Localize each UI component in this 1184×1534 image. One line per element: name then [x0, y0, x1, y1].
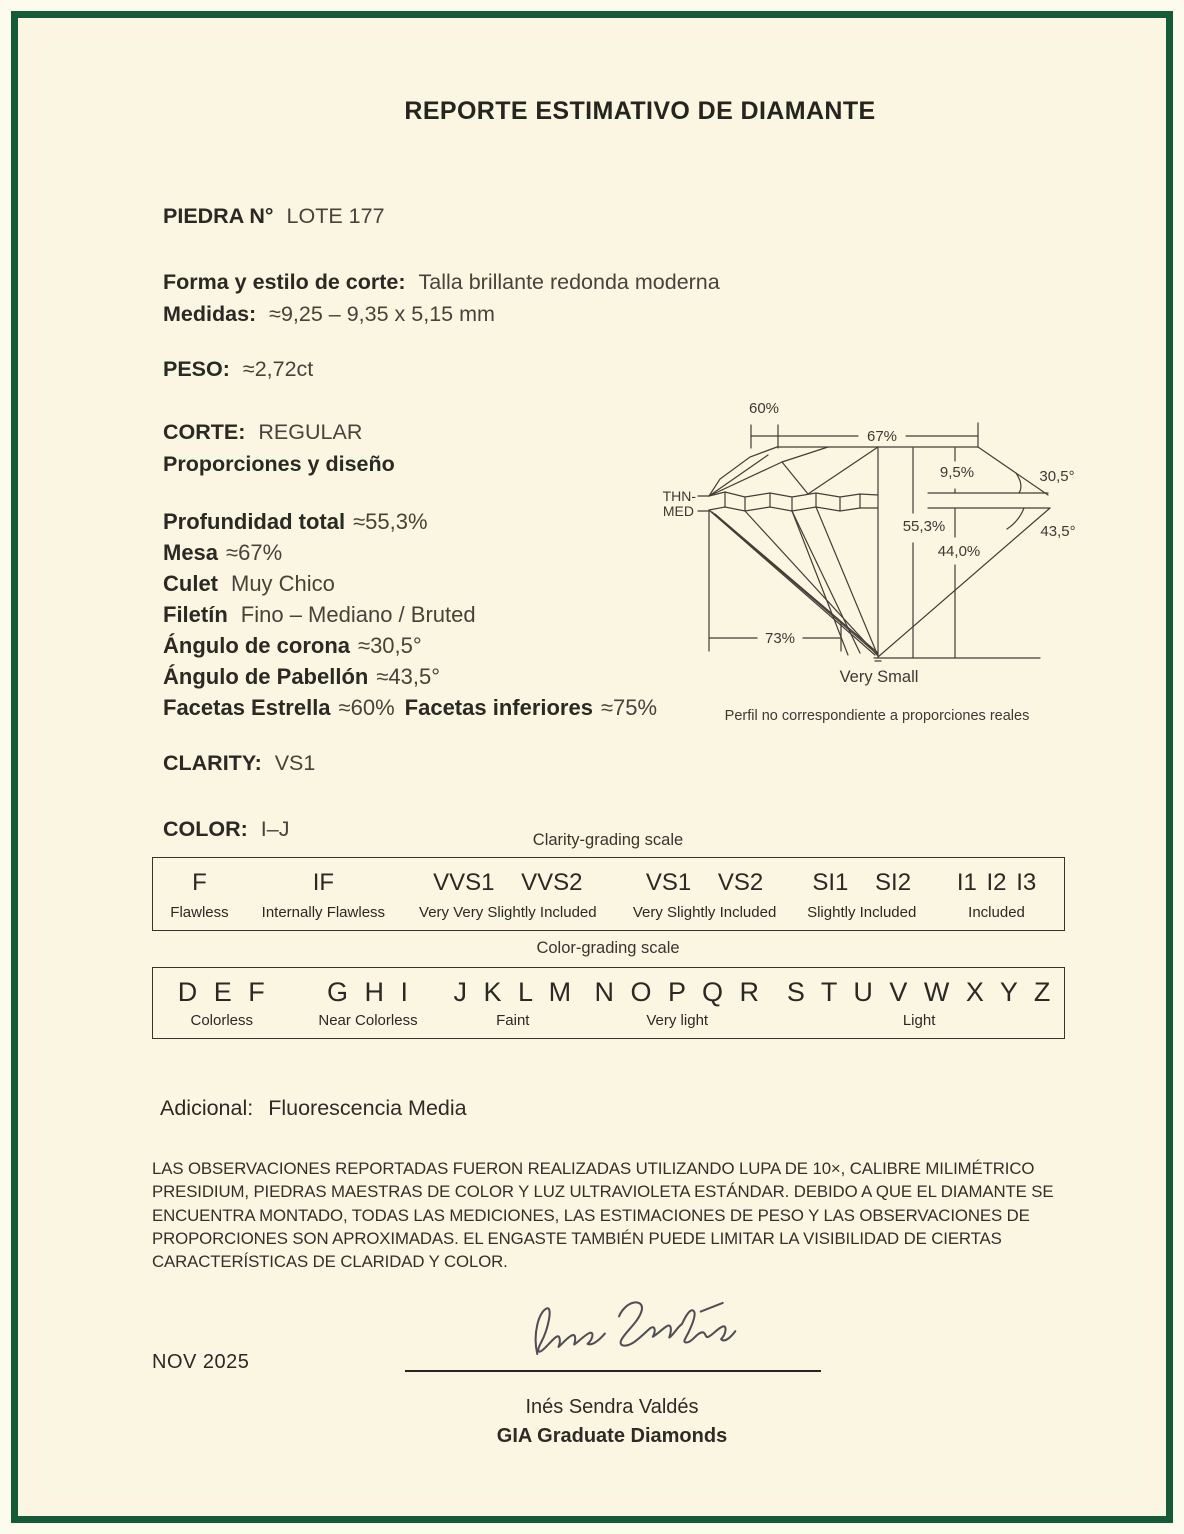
- shape-row: [163, 270, 720, 295]
- diagram-label-crown-height: 9,5%: [939, 464, 975, 481]
- proportion-row: Filetín Fino – Mediano / Bruted: [163, 602, 476, 627]
- clarity-scale-group: F Flawless: [170, 869, 229, 921]
- proportion-row: Profundidad total ≈55,3%: [163, 509, 428, 534]
- color-row: [163, 817, 289, 842]
- clarity-scale-group: SI1 SI2 Slightly Included: [807, 869, 917, 921]
- clarity-label: CLARITY:: [163, 751, 262, 775]
- measurements-value: ≈9,25 – 9,35 x 5,15 mm: [269, 302, 495, 326]
- shape-value: Talla brillante redonda moderna: [418, 270, 720, 294]
- proportion-row: Ángulo de Pabellón ≈43,5°: [163, 664, 441, 689]
- stone-number-label: PIEDRA N°: [163, 204, 274, 228]
- clarity-scale-group: VVS1 VVS2 Very Very Slightly Included: [419, 869, 597, 921]
- diagram-label-girdle-thn: THN-: [662, 488, 696, 504]
- weight-row: [163, 357, 313, 382]
- clarity-value: VS1: [274, 751, 316, 775]
- measurements-label: Medidas:: [163, 302, 257, 326]
- proportion-row: Facetas Estrella ≈60% Facetas inferiores ≈75%: [163, 695, 658, 720]
- diagram-label-girdle-med: MED: [662, 503, 694, 519]
- signature-scribble: [520, 1292, 740, 1372]
- color-scale-group: S T U V W X Y Z Light: [786, 977, 1052, 1029]
- signer-credential: GIA Graduate Diamonds: [496, 1425, 728, 1447]
- clarity-scale-group: VS1 VS2 Very Slightly Included: [632, 869, 777, 921]
- additional-value: Fluorescencia Media: [268, 1096, 467, 1120]
- proportion-row: Mesa ≈67%: [163, 540, 283, 565]
- report-date: NOV 2025: [152, 1351, 250, 1373]
- clarity-row: [163, 751, 315, 776]
- stone-number-row: [163, 204, 385, 229]
- diamond-profile-diagram: [620, 395, 1100, 730]
- weight-label: PESO:: [163, 357, 230, 381]
- proportion-row: Culet Muy Chico: [163, 571, 335, 596]
- measurements-row: [163, 302, 495, 327]
- proportions-heading: Proporciones y diseño: [163, 452, 395, 476]
- weight-value: ≈2,72ct: [242, 357, 314, 381]
- diagram-caption: Perfil no correspondiente a proporciones reales: [724, 708, 1030, 724]
- shape-label: Forma y estilo de corte:: [163, 270, 406, 294]
- signature-line: [405, 1370, 821, 1372]
- color-scale-group: N O P Q R Very light: [594, 977, 760, 1029]
- clarity-scale-title: Clarity-grading scale: [532, 831, 684, 849]
- color-scale-title: Color-grading scale: [536, 939, 680, 957]
- signer-name: Inés Sendra Valdés: [525, 1396, 699, 1418]
- report-title: REPORTE ESTIMATIVO DE DIAMANTE: [404, 97, 876, 125]
- proportion-row: Ángulo de corona ≈30,5°: [163, 633, 422, 658]
- cut-row: [163, 420, 362, 445]
- clarity-scale-group: I1 I2 I3 Included: [956, 869, 1037, 921]
- additional-row: [160, 1096, 467, 1121]
- diagram-label-pavilion-depth: 44,0%: [937, 543, 981, 560]
- diagram-label-pavilion-angle: 43,5°: [1040, 523, 1076, 540]
- stone-number-value: LOTE 177: [286, 204, 385, 228]
- color-scale-table: [152, 967, 1065, 1039]
- diagram-label-total-depth: 55,3%: [902, 518, 946, 535]
- proportions-list: [163, 506, 657, 723]
- diagram-label-culet-size: Very Small: [839, 668, 919, 686]
- clarity-scale-group: IF Internally Flawless: [261, 869, 386, 921]
- diagram-label-lower-girdle: 73%: [764, 630, 796, 647]
- color-scale-group: J K L M Faint: [453, 977, 573, 1029]
- color-value: I–J: [260, 817, 290, 841]
- diagram-label-table: 67%: [866, 428, 898, 445]
- color-scale-group: D E F Colorless: [177, 977, 266, 1029]
- clarity-scale-table: [152, 857, 1065, 931]
- disclaimer-text: LAS OBSERVACIONES REPORTADAS FUERON REALIZADAS UTILIZANDO LUPA DE 10×, CALIBRE MILIMÉTRICO PRESIDIUM, PIEDRAS MAESTRAS DE COLOR Y LUZ ULTRAVIOLETA ESTÁNDAR. DEBIDO A QUE EL DIAMANTE SE ENCUENTRA MONTADO, TODAS LAS MEDICIONES, LAS ESTIMACIONES DE PESO Y LAS OBSERVACIONES DE PROPORCIONES SON APROXIMADAS. EL ENGASTE TAMBIÉN PUEDE LIMITAR LA VISIBILIDAD DE CIERTAS CARACTERÍSTICAS DE CLARIDAD Y COLOR.: [152, 1159, 1054, 1272]
- additional-label: Adicional:: [160, 1096, 254, 1120]
- cut-label: CORTE:: [163, 420, 246, 444]
- color-label: COLOR:: [163, 817, 248, 841]
- cut-value: REGULAR: [258, 420, 363, 444]
- diagram-label-crown-angle: 30,5°: [1039, 468, 1075, 485]
- diagram-label-star-facets: 60%: [748, 400, 780, 417]
- color-scale-group: G H I Near Colorless: [318, 977, 418, 1029]
